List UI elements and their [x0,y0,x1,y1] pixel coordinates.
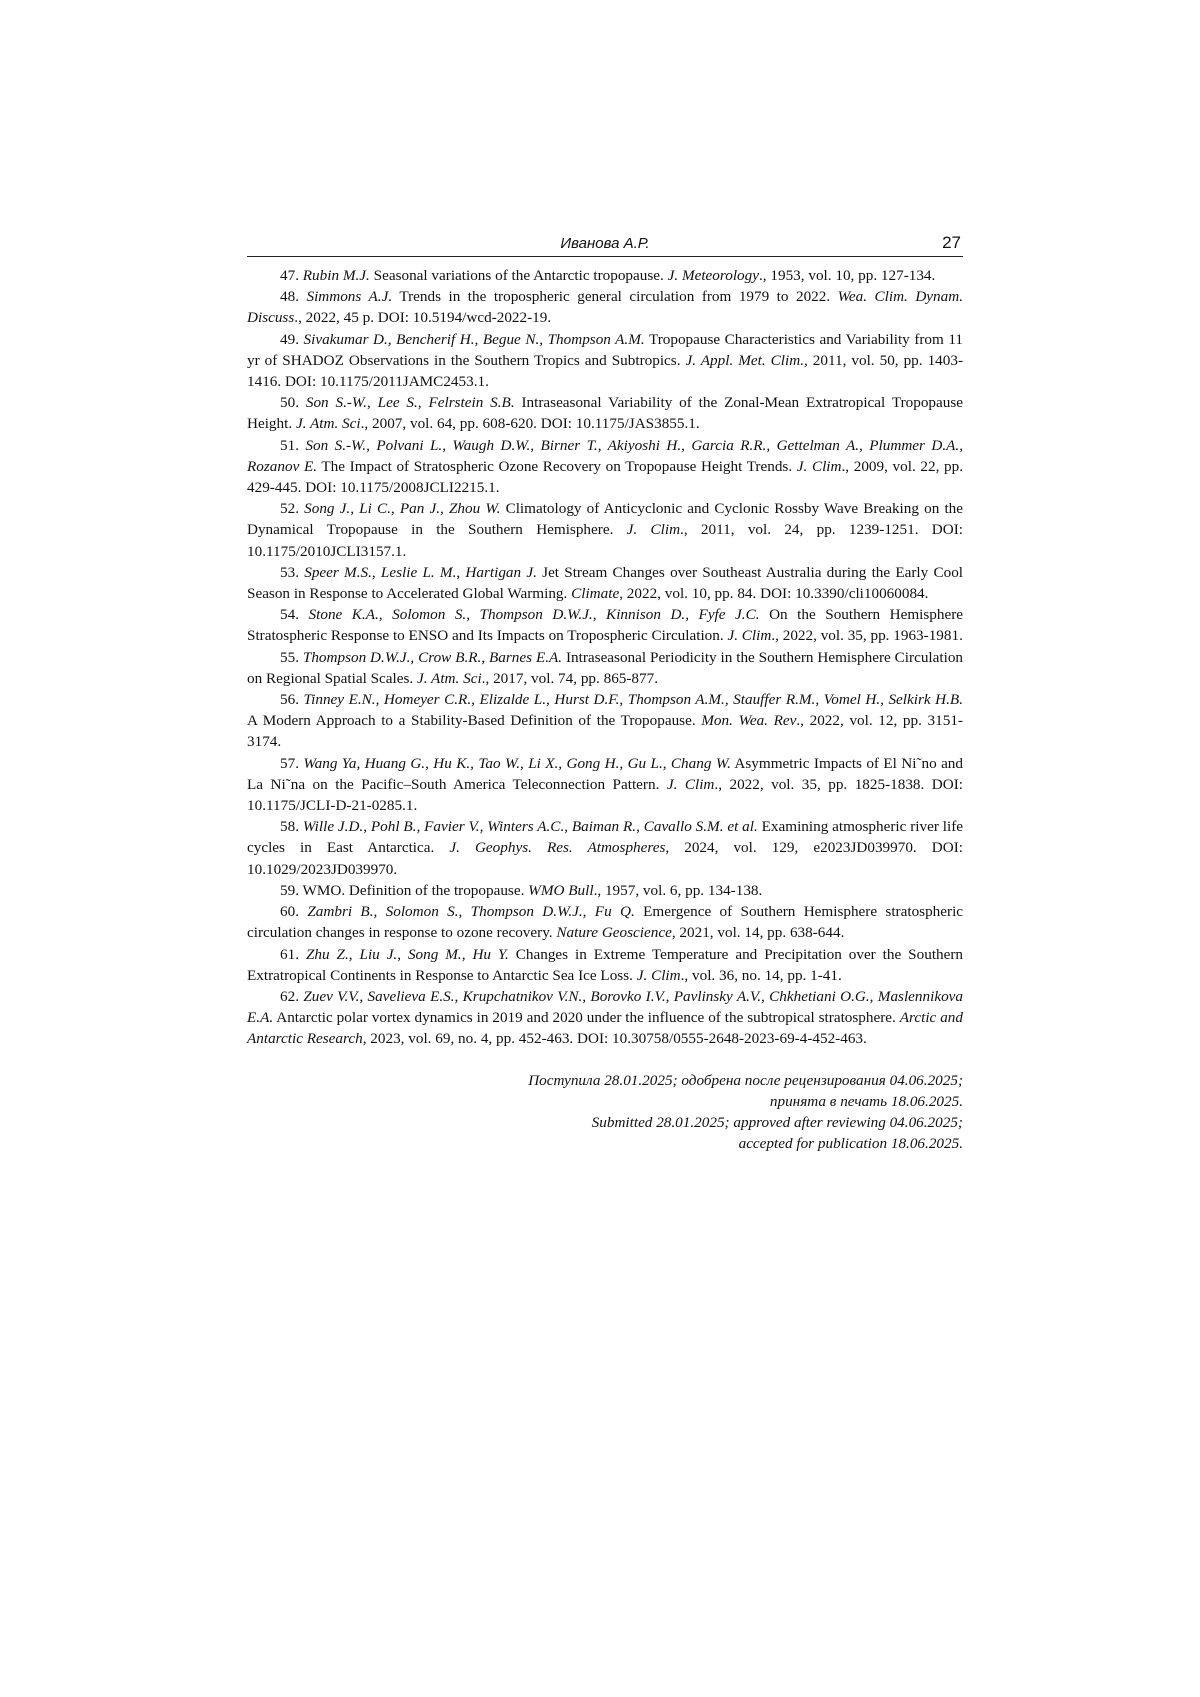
reference-title: Tropopause Characteristics and Variability from 11 yr of SHADOZ Observations in the Southern Tropics and Subtropics. [247,330,964,369]
reference-title: WMO. Definition of the tropopause. [302,881,525,899]
reference-item [247,880,963,901]
reference-title: Climatology of Anticyclonic and Cyclonic Rossby Wave Breaking on the Dynamical Tropopause in the Southern Hemisphere. [247,500,963,539]
reference-journal: Climate [571,585,620,603]
reference-journal: J. Atm. Sci [416,669,482,687]
reference-item [247,816,963,880]
reference-number: 49. [280,330,299,348]
reference-item [247,329,963,393]
reference-number: 51. [280,436,299,454]
reference-details: ., 2022, vol. 35, pp. 1963-1981. [771,627,963,645]
reference-details: , 2024, vol. 129, e2023JD039970. DOI: 10.1029/2023JD039970. [247,839,963,878]
reference-title: Intraseasonal Periodicity in the Southern Hemisphere Circulation on Regional Spatial Scales. [247,648,964,687]
reference-title: Changes in Extreme Temperature and Precipitation over the Southern Extratropical Continents in Response to Antarctic Sea Ice Loss. [247,945,964,984]
reference-details: ., 2022, vol. 35, pp. 1825-1838. DOI: 10.1175/JCLI-D-21-0285.1. [247,775,963,815]
reference-details: ., 2022, 45 p. DOI: 10.5194/wcd-2022-19. [294,309,552,327]
reference-item [247,286,963,328]
reference-authors: Zambri B., Solomon S., Thompson D.W.J., Fu Q. [307,903,635,921]
reference-authors: Son S.-W., Lee S., Felrstein S.B. [305,394,515,412]
reference-item [247,901,963,943]
reference-details: ., 1957, vol. 6, pp. 134-138. [593,881,763,899]
reference-item [247,986,963,1050]
dates-ru-line2: принята в печать 18.06.2025. [769,1092,963,1110]
reference-item [247,604,963,646]
reference-title: Asymmetric Impacts of El Ni˜no and La Ni˜na on the Pacific–South America Teleconnection Pattern. [247,754,963,793]
running-head-author: Иванова А.Р. [560,235,650,252]
reference-item [247,689,963,753]
reference-authors: Thompson D.W.J., Crow B.R., Barnes E.A. [302,648,563,666]
reference-authors: Tinney E.N., Homeyer C.R., Elizalde L., Hurst D.F., Thompson A.M., Stauffer R.M., Vomel H., Selkirk H.B. [303,691,963,709]
reference-journal: J. Geophys. Res. Atmospheres [449,839,666,857]
reference-authors: Speer M.S., Leslie L. M., Hartigan J. [304,563,537,581]
reference-details: , 2022, vol. 10, pp. 84. DOI: 10.3390/cli10060084. [619,585,929,603]
reference-details: ., 2009, vol. 22, pp. 429-445. DOI: 10.1175/2008JCLI2215.1. [247,457,963,497]
reference-title: A Modern Approach to a Stability-Based Definition of the Tropopause. [247,712,696,730]
reference-details: 2023, vol. 69, no. 4, pp. 452-463. DOI: 10.30758/0555-2648-2023-69-4-452-463. [366,1030,867,1048]
page-number: 27 [942,233,961,252]
reference-authors: Simmons A.J. [306,288,393,306]
reference-journal: J. Clim [727,627,772,645]
reference-item [247,265,963,286]
reference-item [247,753,963,817]
reference-number: 60. [280,903,299,921]
reference-authors: Sivakumar D., Bencherif H., Begue N., Thompson A.M. [303,330,645,348]
reference-journal: J. Clim [626,521,681,539]
reference-details: 2011, vol. 50, pp. 1403-1416. DOI: 10.1175/2011JAMC2453.1. [247,351,963,391]
reference-title: Trends in the tropospheric general circulation from 1979 to 2022. [399,288,831,306]
reference-item [247,647,963,689]
reference-authors: Wille J.D., Pohl B., Favier V., Winters A.C., Baiman R., Cavallo S.M. et al. [302,818,758,836]
reference-number: 54. [280,606,299,624]
reference-title: Antarctic polar vortex dynamics in 2019 and 2020 under the influence of the subtropical stratosphere. [276,1009,896,1027]
reference-journal: WMO Bull [528,881,594,899]
reference-number: 55. [280,648,299,666]
reference-number: 50. [280,394,299,412]
reference-list [247,265,963,1050]
reference-authors: Zuev V.V., Savelieva E.S., Krupchatnikov V.N., Borovko I.V., Pavlinsky A.V., Chkhetiani O.G., Maslennikova E.A. [247,987,963,1027]
reference-authors: Son S.-W., Polvani L., Waugh D.W., Birner T., Akiyoshi H., Garcia R.R., Gettelman A., Plummer D.A., Rozanov E. [247,436,963,475]
reference-number: 48. [280,288,299,306]
reference-item [247,435,963,499]
dates-en-line2: accepted for publication 18.06.2025. [738,1135,963,1153]
reference-number: 57. [280,754,299,772]
reference-details: ., 2011, vol. 24, pp. 1239-1251. DOI: 10.1175/2010JCLI3157.1. [247,521,963,560]
reference-title: Intraseasonal Variability of the Zonal-Mean Extratropical Tropopause Height. [247,394,964,433]
reference-item [247,392,963,434]
reference-details: ., 2017, vol. 74, pp. 865-877. [481,669,659,687]
reference-authors: Wang Ya, Huang G., Hu K., Tao W., Li X., Gong H., Gu L., Chang W. [303,754,731,772]
dates-en-line1: Submitted 28.01.2025; approved after reviewing 04.06.2025; [591,1113,963,1131]
reference-item [247,944,963,986]
reference-journal: Wea. Clim. Dynam. Discuss [247,288,963,327]
reference-number: 61. [280,945,299,963]
reference-number: 53. [280,563,299,581]
reference-journal: J. Meteorology [667,267,759,284]
reference-number: 56. [280,691,299,709]
reference-journal: Nature Geoscience, [556,924,676,942]
reference-details: ., vol. 36, no. 14, pp. 1-41. [680,966,842,984]
reference-authors: Zhu Z., Liu J., Song M., Hu Y. [305,945,509,963]
page [247,232,963,1154]
reference-journal: J. Clim [636,966,681,984]
reference-authors: Stone K.A., Solomon S., Thompson D.W.J., Kinnison D., Fyfe J.C. [308,606,760,624]
reference-title: Emergence of Southern Hemisphere stratospheric circulation changes in response to ozone recovery. [247,903,964,942]
reference-journal: J. Clim [796,457,842,475]
reference-title: Jet Stream Changes over Southeast Australia during the Early Cool Season in Response to Accelerated Global Warming. [247,563,964,603]
reference-authors: Song J., Li C., Pan J., Zhou W. [304,500,501,518]
reference-number: 58. [280,818,299,836]
submission-dates [247,1070,963,1155]
reference-title: Examining atmospheric river life cycles in East Antarctica. [247,818,964,857]
reference-number: 47. [280,267,299,284]
reference-journal: Mon. Wea. Rev [701,712,797,730]
reference-number: 62. [280,987,299,1005]
reference-journal: Arctic and Antarctic Research, [247,1009,963,1048]
reference-title: On the Southern Hemisphere Stratospheric Response to ENSO and Its Impacts on Tropospheric Circulation. [247,606,964,645]
reference-item [247,498,963,562]
reference-authors: Rubin M.J. [302,267,370,284]
reference-details: ., 2022, vol. 12, pp. 3151-3174. [247,712,963,751]
reference-title: Seasonal variations of the Antarctic tropopause. [373,267,664,284]
reference-journal: J. Clim [666,775,715,793]
reference-details: ., 2007, vol. 64, pp. 608-620. DOI: 10.1175/JAS3855.1. [360,415,700,433]
reference-journal: J. Appl. Met. Clim., [685,351,808,369]
running-head [247,232,963,257]
dates-ru-line1: Поступила 28.01.2025; одобрена после рецензирования 04.06.2025; [528,1071,963,1089]
reference-number: 59. [280,881,299,899]
reference-title: The Impact of Stratospheric Ozone Recovery on Tropopause Height Trends. [321,457,793,475]
reference-details: 2021, vol. 14, pp. 638-644. [675,924,845,942]
reference-journal: J. Atm. Sci [295,415,361,433]
reference-details: ., 1953, vol. 10, pp. 127-134. [758,267,936,284]
reference-number: 52. [280,500,299,518]
reference-item [247,562,963,604]
